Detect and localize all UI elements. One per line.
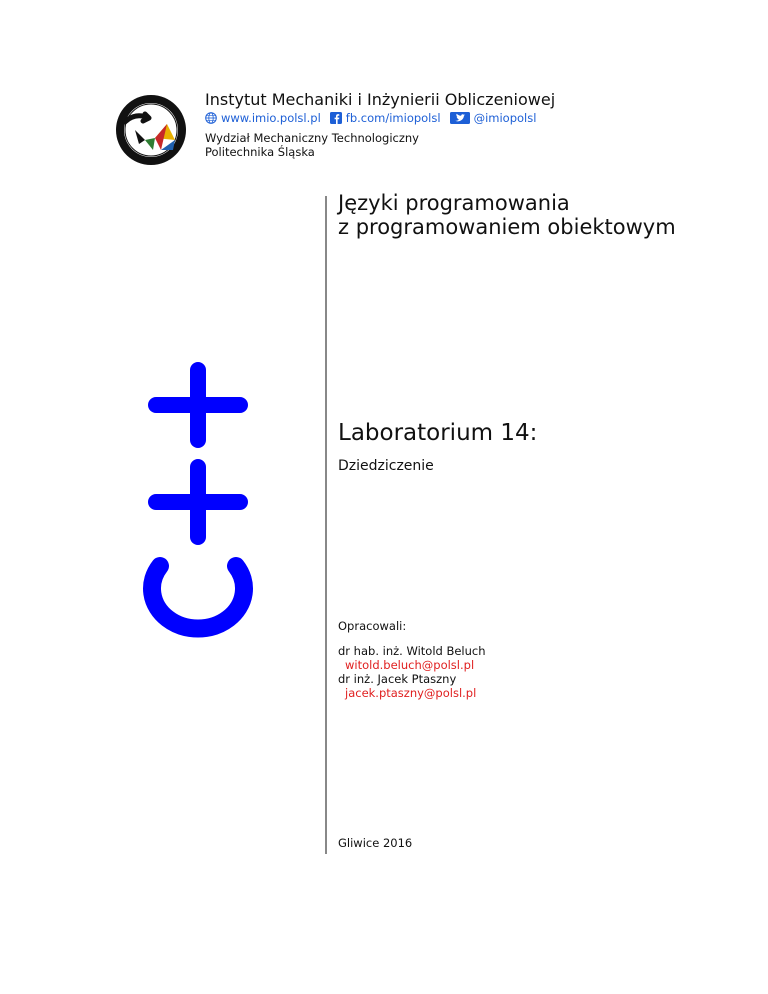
facebook-icon [330,112,342,124]
website-link[interactable] [205,111,321,125]
facebook-text: fb.com/imiopolsl [345,111,441,125]
twitter-icon [450,112,470,124]
institute-name: Instytut Mechaniki i Inżynierii Obliczeniowej [205,90,556,109]
faculty-name: Wydział Mechaniczny Technologiczny [205,131,419,145]
author-name: dr inż. Jacek Ptaszny [338,672,457,686]
author-email[interactable]: witold.beluch@polsl.pl [345,658,475,672]
university-name: Politechnika Śląska [205,145,315,159]
lab-topic: Dziedziczenie [338,458,434,474]
globe-icon [205,112,217,124]
author-name: dr hab. inż. Witold Beluch [338,644,486,658]
course-title [338,191,676,239]
twitter-link[interactable] [450,111,537,125]
lab-title: Laboratorium 14: [338,420,538,446]
website-text: www.imio.polsl.pl [221,111,321,125]
authors-label: Opracowali: [338,619,407,633]
facebook-link[interactable] [330,111,441,125]
faculty-block [205,131,419,159]
twitter-text: @imiopolsl [473,111,537,125]
cpp-logo [138,354,258,654]
author-email[interactable]: jacek.ptaszny@polsl.pl [345,686,477,700]
institute-links [205,111,536,125]
course-title-line1: Języki programowania [338,191,570,215]
authors-list [338,644,486,700]
place-year: Gliwice 2016 [338,836,413,850]
institute-logo [115,94,187,166]
course-title-line2: z programowaniem obiektowym [338,215,676,239]
vertical-divider [325,196,327,854]
